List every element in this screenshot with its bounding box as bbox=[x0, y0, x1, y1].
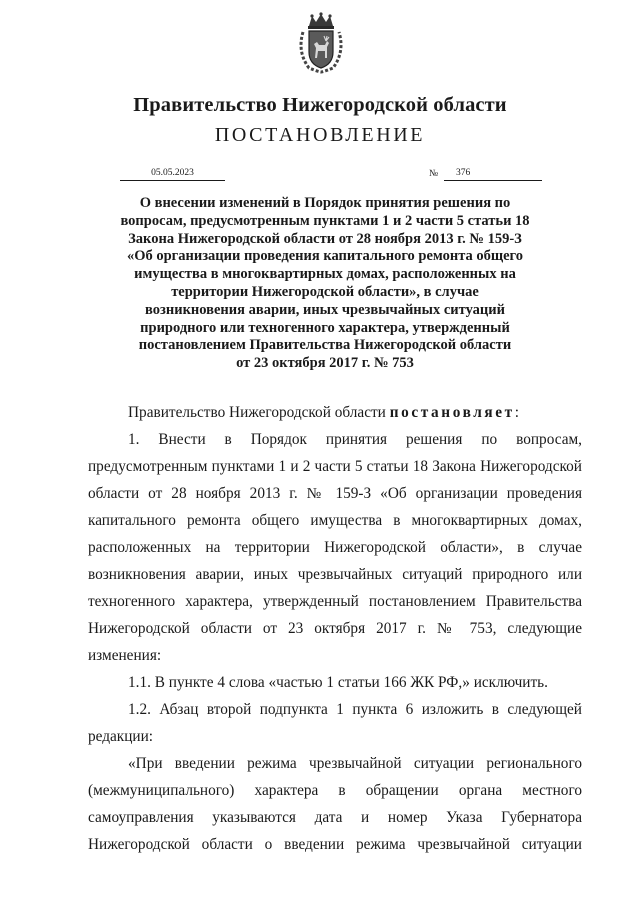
subject-line: от 23 октября 2017 г. № 753 bbox=[236, 355, 414, 372]
body-line: возникновения аварии, иных чрезвычайных ситуаций природного или bbox=[88, 566, 582, 583]
subject-line: имущества в многоквартирных домах, расположенных на bbox=[134, 266, 516, 283]
body-line: Нижегородской области о введении режима чрезвычайной ситуации bbox=[88, 836, 582, 853]
body-line: расположенных на территории Нижегородской области», в случае bbox=[88, 539, 582, 556]
body-line: «При введении режима чрезвычайной ситуации регионального bbox=[128, 755, 582, 772]
body-line: изменения: bbox=[88, 647, 162, 664]
body-line: 1.2. Абзац второй подпункта 1 пункта 6 изложить в следующей bbox=[128, 701, 582, 718]
body-line: техногенного характера, утвержденный постановлением Правительства bbox=[88, 593, 582, 610]
body-line: 1. Внести в Порядок принятия решения по вопросам, bbox=[128, 431, 582, 448]
subject-line: Закона Нижегородской области от 28 ноября 2013 г. № 159-З bbox=[128, 230, 522, 247]
body-line: Нижегородской области от 23 октября 2017 г. № 753, следующие bbox=[88, 620, 582, 637]
subject-line: территории Нижегородской области», в случае bbox=[171, 283, 479, 300]
body-line: области от 28 ноября 2013 г. № 159-З «Об организации проведения bbox=[88, 485, 582, 502]
document-type: ПОСТАНОВЛЕНИЕ bbox=[214, 124, 426, 146]
body-line: капитального ремонта общего имущества в многоквартирных домах, bbox=[88, 512, 582, 529]
body-line: самоуправления указываются дата и номер Указа Губернатора bbox=[88, 809, 582, 826]
intro-keyword: постановляет bbox=[389, 404, 515, 421]
intro-prefix: Правительство Нижегородской области bbox=[128, 404, 386, 421]
intro-suffix: : bbox=[514, 404, 520, 421]
subject-line: возникновения аварии, иных чрезвычайных ситуаций bbox=[145, 301, 505, 318]
body-line: редакции: bbox=[88, 728, 154, 745]
body-line: (межмуниципального) характера в обращении органа местного bbox=[88, 782, 582, 799]
subject-line: природного или техногенного характера, утвержденный bbox=[140, 319, 510, 336]
coat-of-arms-icon bbox=[295, 12, 347, 74]
body-line: предусмотренным пунктами 1 и 2 части 5 статьи 18 Закона Нижегородской bbox=[88, 458, 582, 475]
subject-line: вопросам, предусмотренным пунктами 1 и 2 части 5 статьи 18 bbox=[120, 212, 530, 229]
number-label: № bbox=[429, 169, 439, 179]
subject-line: О внесении изменений в Порядок принятия решения по bbox=[139, 195, 511, 211]
subject-line: «Об организации проведения капитального ремонта общего bbox=[126, 248, 524, 265]
organization-title: Правительство Нижегородской области bbox=[133, 94, 507, 116]
document-number: 376 bbox=[444, 167, 542, 181]
body-line: 1.1. В пункте 4 слова «частью 1 статьи 166 ЖК РФ,» исключить. bbox=[128, 674, 548, 691]
document-date: 05.05.2023 bbox=[120, 167, 225, 181]
intro-line bbox=[128, 403, 519, 423]
document-subject bbox=[110, 195, 540, 373]
subject-line: постановлением Правительства Нижегородской области bbox=[138, 337, 512, 354]
